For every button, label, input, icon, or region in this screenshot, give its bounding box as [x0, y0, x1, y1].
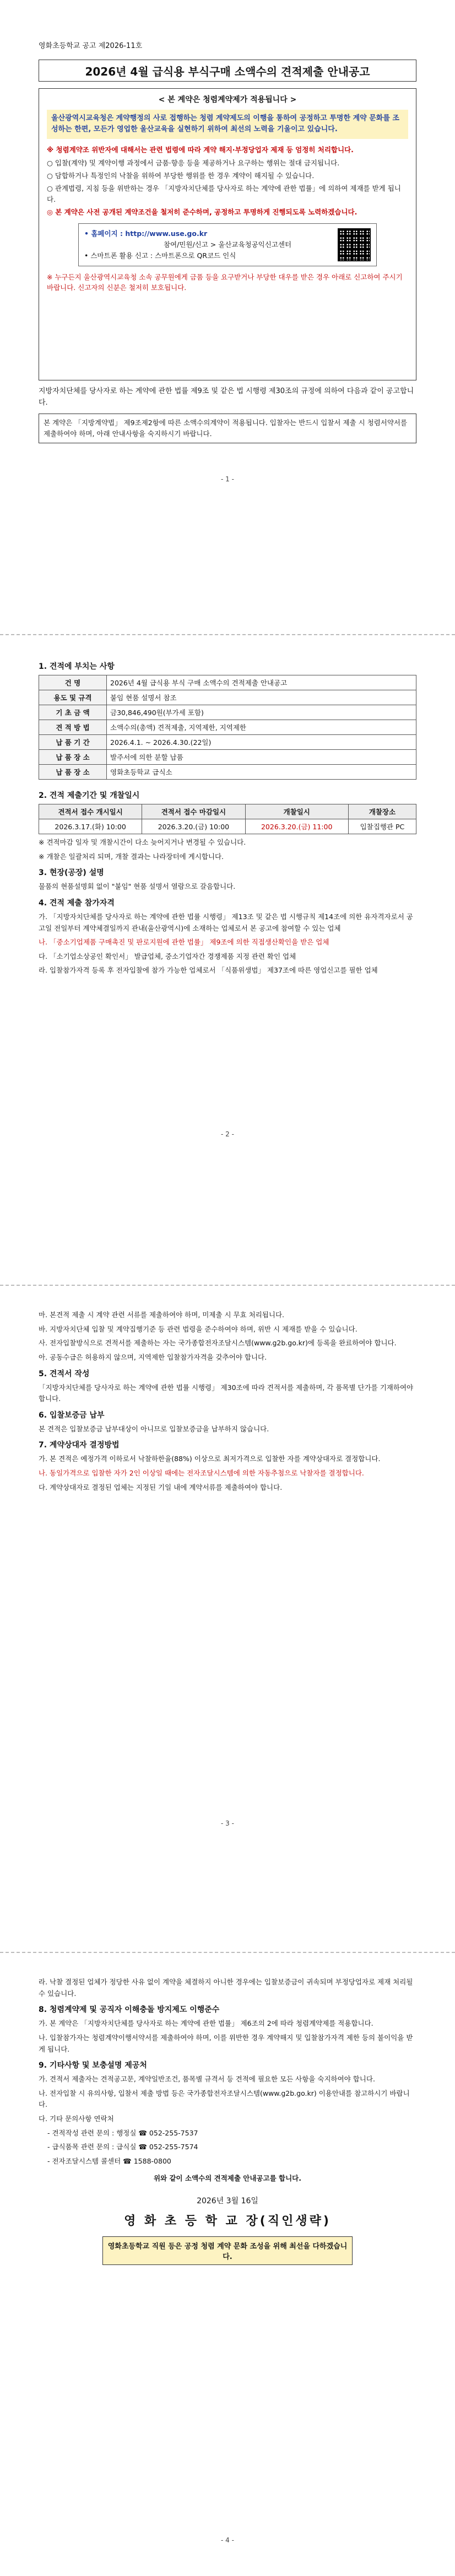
page-number: - 4 -: [221, 2536, 234, 2544]
contact-line: - 전자조달시스템 콜센터 ☎ 1588-0800: [47, 2156, 171, 2165]
row-key: 납 품 장 소: [39, 765, 107, 780]
page-divider: [0, 634, 455, 635]
page-number: - 3 -: [221, 1820, 234, 1827]
paragraph: 사. 전자입찰방식으로 견적서를 제출하는 자는 국가종합전자조달시스템(www.g2b.go.kr)에 등록을 완료하여야 합니다.: [39, 1339, 397, 1348]
table-cell: 2026.3.20.(금) 11:00: [245, 819, 348, 834]
table-cell: 2026.3.20.(금) 10:00: [142, 819, 245, 834]
paragraph: 가. 본 견적은 예정가격 이하로서 낙찰하한율(88%) 이상으로 최저가격으로 입찰한 자를 계약상대자로 결정합니다.: [39, 1455, 381, 1463]
section-title: 8. 청렴계약제 및 공직자 이해충돌 방지제도 이행준수: [39, 2005, 220, 2015]
row-value: 붙임 현품 설명서 참조: [107, 690, 416, 705]
closing-text: 위와 같이 소액수의 견적제출 안내공고를 합니다.: [153, 2174, 301, 2182]
signature-date: 2026년 3월 16일: [197, 2197, 258, 2206]
homepage-link[interactable]: • 홈페이지 : http://www.use.go.kr: [84, 229, 208, 238]
section-title: 3. 현장(공장) 설명: [39, 868, 104, 878]
column-header: 개찰장소: [348, 804, 416, 819]
contact-line: - 견적작성 관련 문의 : 행정실 ☎ 052-255-7537: [47, 2128, 198, 2137]
page-number: - 2 -: [221, 1130, 234, 1138]
page-4: [39, 1974, 416, 2265]
page-number: - 1 -: [221, 475, 234, 483]
section-body: 「지방자치단체를 당사자로 하는 계약에 관한 법률 시행령」 제30조에 따라 견적서를 제출하며, 각 품목별 단가를 기재하여야 합니다.: [39, 1383, 414, 1403]
table-cell: 입찰집행관 PC: [348, 819, 416, 834]
page-divider: [0, 1285, 455, 1286]
row-key: 용도 및 규격: [39, 690, 107, 705]
row-value: 소액수의(총액) 견적제출, 지역제한, 지역제한: [107, 720, 416, 735]
page-2: [39, 656, 416, 979]
document-number: 영화초등학교 공고 제2026-11호: [39, 42, 143, 50]
row-key: 기 초 금 액: [39, 705, 107, 720]
paragraph: 라. 입찰참가자격 등록 후 전자입찰에 참가 가능한 업체로서 「식품위생법」 제37조에 따른 영업신고를 필한 업체: [39, 966, 378, 975]
paragraph: 나. 동일가격으로 입찰한 자가 2인 이상일 때에는 전자조달시스템에 의한 자동추첨으로 낙찰자를 결정합니다.: [39, 1469, 364, 1477]
paragraph: 다. 계약상대자로 결정된 업체는 지정된 기일 내에 계약서류를 제출하여야 합니다.: [39, 1483, 283, 1491]
signature-name: 영 화 초 등 학 교 장(직인생략): [124, 2214, 331, 2229]
table-row: [39, 735, 416, 750]
contact-line: - 급식품목 관련 문의 : 급식실 ☎ 052-255-7574: [47, 2143, 198, 2151]
page-3: [39, 1307, 416, 1496]
report-path: 참여/민원/신고 > 울산교육청공익신고센터: [163, 240, 292, 249]
section-title: 2. 견적 제출기간 및 개찰일시: [39, 791, 140, 800]
paragraph: 가. 본 계약은 「지방자치단체를 당사자로 하는 계약에 관한 법률」 제6조의 2에 따라 청렴계약제를 적용합니다.: [39, 2019, 373, 2028]
paragraph: 가. 「지방자치단체를 당사자로 하는 계약에 관한 법률 시행령」 제13조 및 같은 법 시행규칙 제14조에 의한 유자격자로서 공고일 전일부터 계약체결일까지 관내(울산광역시)에 소재하는 업체로서 본 공고에 참여할 수 있는 업체: [39, 912, 413, 932]
table-row: [39, 705, 416, 720]
row-value: 영화초등학교 급식소: [107, 765, 416, 780]
row-value: 발주서에 의한 분할 납품: [107, 750, 416, 765]
contract-note: 본 계약은 「지방계약법」 제9조제2항에 따른 소액수의계약이 적용됩니다. 입찰자는 반드시 입찰서 제출 시 청렴서약서를 제출하여야 하며, 아래 안내사항을 숙지하시기 바랍니다.: [39, 414, 416, 443]
paragraph: 바. 지방자치단체 입찰 및 계약집행기준 등 관련 법령을 준수하여야 하며, 위반 시 제재를 받을 수 있습니다.: [39, 1324, 358, 1333]
section-title: 4. 견적 제출 참가자격: [39, 898, 115, 908]
section-title: 5. 견적서 작성: [39, 1369, 90, 1378]
notice-item: ※ 청렴계약조 위반자에 대해서는 관련 법령에 따라 계약 해지·부정당업자 제재 등 엄정히 처리합니다.: [47, 146, 354, 154]
section-body: 물품의 현품설명회 없이 "붙임" 현품 설명서 열람으로 갈음합니다.: [39, 882, 236, 891]
table-row: [39, 675, 416, 690]
notice-item: ○ 관계법령, 지침 등을 위반하는 경우 「지방자치단체를 당사자로 하는 계약에 관한 법률」에 의하여 제재를 받게 됩니다.: [47, 184, 401, 203]
row-key: 납 품 장 소: [39, 750, 107, 765]
table-row: [39, 690, 416, 705]
page-divider: [0, 1952, 455, 1953]
row-value: 금30,846,490원(부가세 포함): [107, 705, 416, 720]
row-value: 2026년 4월 급식용 부식 구매 소액수의 견적제출 안내공고: [107, 675, 416, 690]
paragraph: 라. 낙찰 결정된 업체가 정당한 사유 없이 계약을 체결하지 아니한 경우에는 입찰보증금이 귀속되며 부정당업자로 제재 처리될 수 있습니다.: [39, 1978, 413, 1998]
paragraph: 아. 공동수급은 허용하지 않으며, 지역제한 입찰참가자격을 갖추어야 합니다.: [39, 1353, 267, 1361]
section-title: 1. 견적에 부치는 사항: [39, 662, 115, 671]
column-header: 견적서 접수 개시일시: [39, 804, 142, 819]
schedule-table: [39, 804, 416, 834]
column-header: 견적서 접수 마감일시: [142, 804, 245, 819]
note-text: ※ 개찰은 일괄처리 되며, 개찰 결과는 나라장터에 게시합니다.: [39, 852, 224, 861]
intro-paragraph: 지방자치단체를 당사자로 하는 계약에 관한 법률 제9조 및 같은 법 시행령 제30조의 규정에 의하여 다음과 같이 공고합니다.: [39, 387, 414, 407]
contract-info-table: [39, 675, 416, 780]
paragraph: 다. 「소기업소상공인 확인서」 발급업체, 중소기업자간 경쟁제품 지정 관련 확인 업체: [39, 952, 296, 960]
integrity-notice-box: [39, 88, 416, 380]
notice-warning: ※ 누구든지 울산광역시교육청 소속 공무원에게 금품 등을 요구받거나 부당한 대우를 받은 경우 아래로 신고하여 주시기 바랍니다. 신고자의 신분은 철저히 보호됩니다.: [47, 272, 403, 292]
table-row: [39, 720, 416, 735]
row-key: 납 품 기 간: [39, 735, 107, 750]
notice-heading: < 본 계약은 청렴계약제가 적용됩니다 >: [158, 95, 297, 104]
notice-item: ◎ 본 계약은 사전 공개된 계약조건을 철저히 준수하며, 공정하고 투명하게 진행되도록 노력하겠습니다.: [47, 208, 358, 217]
row-key: 건 명: [39, 675, 107, 690]
paragraph: 마. 본견적 제출 시 계약 관련 서류를 제출하여야 하며, 미제출 시 무효 처리됩니다.: [39, 1311, 285, 1319]
notice-item: ○ 입찰(계약) 및 계약이행 과정에서 금품·향응 등을 제공하거나 요구하는 행위는 절대 금지됩니다.: [47, 158, 340, 167]
paragraph: 나. 전자입찰 시 유의사항, 입찰서 제출 방법 등은 국가종합전자조달시스템(www.g2b.go.kr) 이용안내를 참고하시기 바랍니다.: [39, 2089, 410, 2109]
table-row: [39, 819, 416, 834]
footer-banner: 영화초등학교 직원 등은 공정 청렴 계약 문화 조성을 위해 최선을 다하겠습니다.: [102, 2236, 353, 2265]
section-title: 9. 기타사항 및 보충설명 제공처: [39, 2061, 147, 2070]
column-header: 개찰일시: [245, 804, 348, 819]
paragraph: 나. 「중소기업제품 구매촉진 및 판로지원에 관한 법률」 제9조에 의한 직접생산확인을 받은 업체: [39, 938, 329, 947]
table-header-row: [39, 804, 416, 819]
table-cell: 2026.3.17.(화) 10:00: [39, 819, 142, 834]
table-row: [39, 765, 416, 780]
qr-code-icon: [338, 228, 371, 261]
row-key: 견 적 방 법: [39, 720, 107, 735]
table-row: [39, 750, 416, 765]
paragraph: 다. 기타 문의사항 연락처: [39, 2115, 114, 2123]
paragraph: 나. 입찰참가자는 청렴계약이행서약서를 제출하여야 하며, 이를 위반한 경우 계약해지 및 입찰참가자격 제한 등의 불이익을 받게 됩니다.: [39, 2033, 413, 2053]
notice-item: ○ 담합하거나 특정인의 낙찰을 위하여 부당한 행위를 한 경우 계약이 해지될 수 있습니다.: [47, 171, 315, 180]
paragraph: 가. 견적서 제출자는 견적공고문, 계약일반조건, 품목별 규격서 등 견적에 필요한 모든 사항을 숙지하여야 합니다.: [39, 2075, 375, 2084]
notice-intro: 울산광역시교육청은 계약행정의 사로 접행하는 청렴 계약제도의 이행을 통하여 공정하고 투명한 계약 문화를 조성하는 한편, 모든가 영업한 울산교육을 실현하기 위하여 최선의 노력을 기울이고 있습니다.: [47, 110, 408, 139]
section-title: 6. 입찰보증금 납부: [39, 1410, 105, 1420]
row-value: 2026.4.1. ~ 2026.4.30.(22일): [107, 735, 416, 750]
mobile-report: • 스마트폰 활용 신고 : 스마트폰으로 QR코드 인식: [84, 251, 236, 260]
report-contact-box: [78, 223, 377, 266]
note-text: ※ 견적마감 일자 및 개찰시간이 다소 늦어지거나 변경될 수 있습니다.: [39, 838, 246, 846]
page-title: 2026년 4월 급식용 부식구매 소액수의 견적제출 안내공고: [39, 60, 416, 82]
section-body: 본 견적은 입찰보증금 납부대상이 아니므로 입찰보증금을 납부하지 않습니다.: [39, 1424, 269, 1433]
section-title: 7. 계약상대자 결정방법: [39, 1441, 120, 1450]
